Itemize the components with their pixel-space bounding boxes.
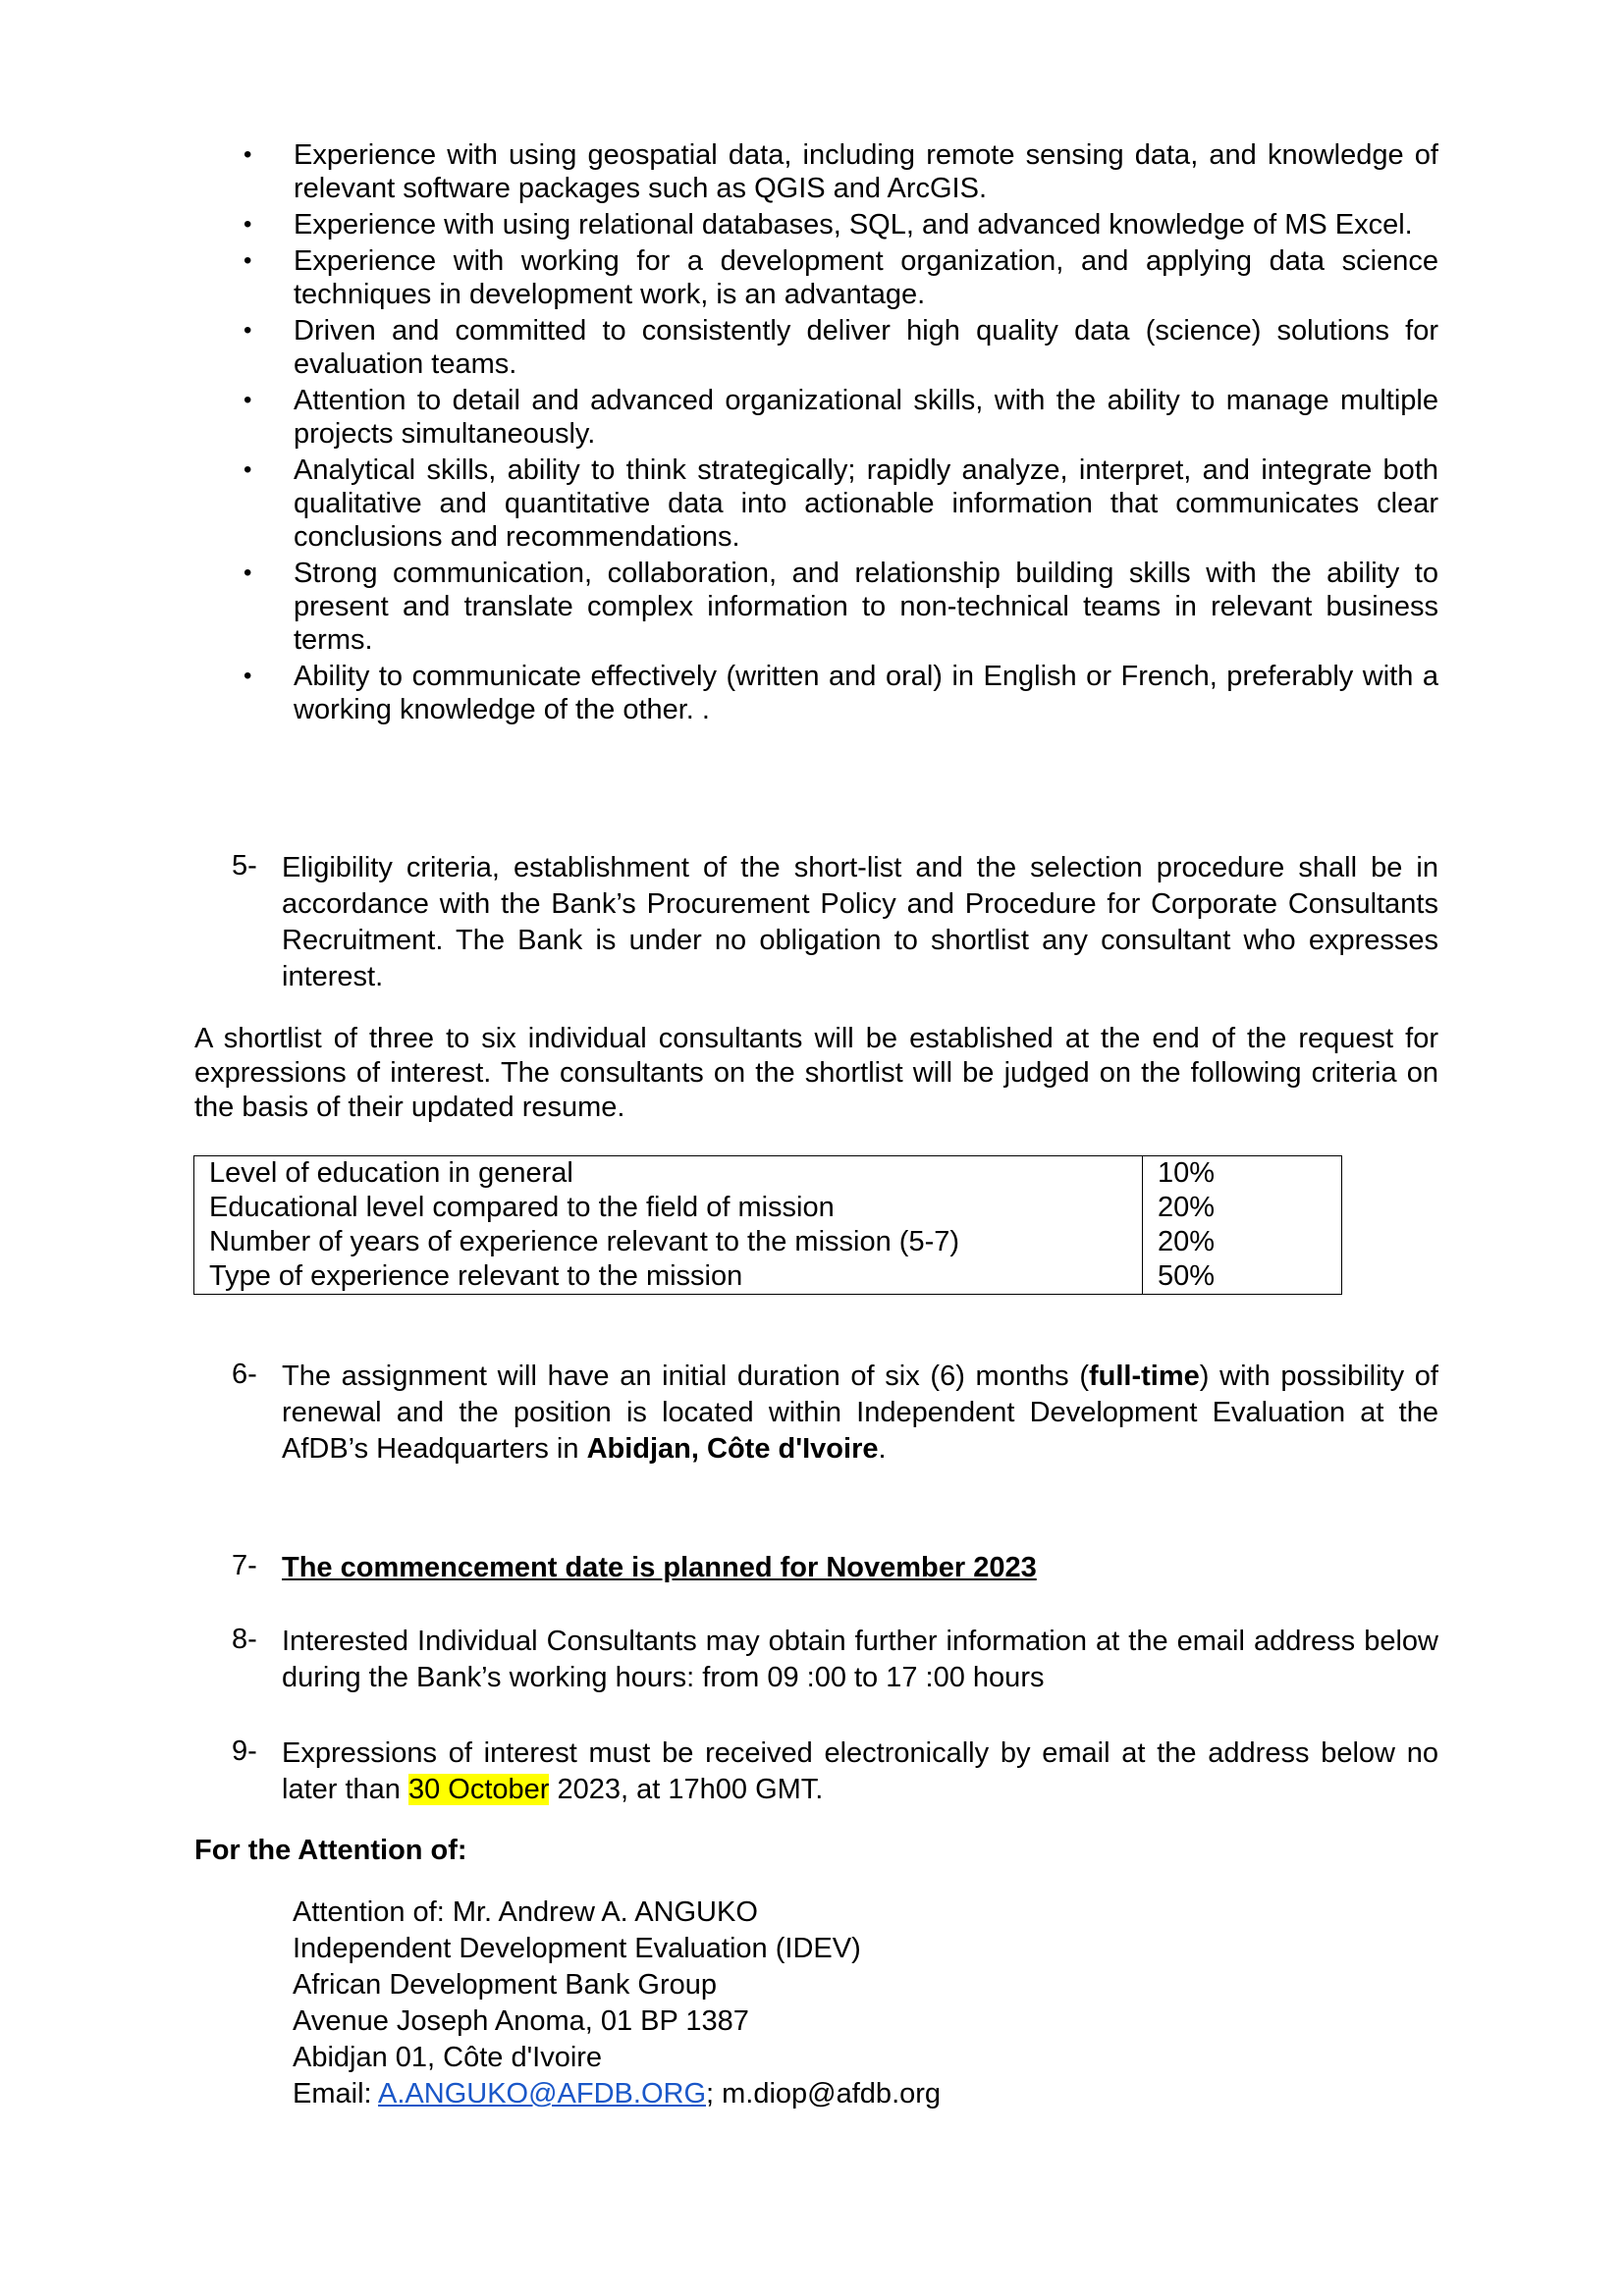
item-number: 6-	[232, 1359, 257, 1390]
requirement-item	[0, 454, 1438, 554]
bullet-icon: •	[244, 387, 252, 413]
item-text: Eligibility criteria, establishment of the short-list and the selection procedure shall be in accordance with the Bank’s Procurement Policy and Procedure for Corporate Consultants Recruitment. The Bank is under no obligation to shortlist any consultant who expresses interest.	[282, 852, 1438, 992]
item-text-part: ) with possibility of renewal and the position is located within Independent Development Evaluation at the AfDB’s Headquarters in	[282, 1361, 1438, 1465]
address-line: Attention of: Mr. Andrew A. ANGUKO	[293, 1896, 758, 1928]
table-row	[194, 1156, 1342, 1295]
item-text-part: .	[878, 1433, 887, 1465]
requirements-list	[0, 138, 1624, 729]
email-secondary: m.diop@afdb.org	[722, 2078, 942, 2109]
criterion-label: Educational level compared to the field of mission	[209, 1192, 835, 1223]
address-line: Independent Development Evaluation (IDEV)	[293, 1933, 861, 1964]
criterion-weight: 10%	[1158, 1157, 1216, 1189]
criterion-weight: 20%	[1158, 1226, 1216, 1257]
item-text	[282, 1735, 1438, 1808]
email-link[interactable]: A.ANGUKO@AFDB.ORG	[378, 2078, 707, 2109]
requirement-text: Attention to detail and advanced organizational skills, with the ability to manage multiple projects simultaneously.	[294, 385, 1438, 450]
criterion-weight: 20%	[1158, 1192, 1216, 1223]
item-text: Interested Individual Consultants may obtain further information at the email address below during the Bank’s working hours: from 09 :00 to 17 :00 hours	[282, 1626, 1438, 1693]
criteria-weights-cell	[1143, 1156, 1342, 1295]
requirement-item	[0, 314, 1438, 381]
bullet-icon: •	[244, 247, 252, 274]
requirement-item	[0, 384, 1438, 451]
bullet-icon: •	[244, 211, 252, 238]
requirement-item	[0, 244, 1438, 311]
attention-heading: For the Attention of:	[194, 1835, 467, 1866]
bullet-icon: •	[244, 141, 252, 168]
requirement-text: Strong communication, collaboration, and relationship building skills with the ability to present and translate complex information to non-technical teams in relevant business terms.	[294, 558, 1438, 656]
criterion-weight: 50%	[1158, 1260, 1216, 1292]
criterion-label: Level of education in general	[209, 1157, 573, 1189]
requirement-item	[0, 660, 1438, 726]
email-line	[293, 2076, 941, 2112]
bullet-icon: •	[244, 456, 252, 483]
requirement-text: Experience with using relational databases, SQL, and advanced knowledge of MS Excel.	[294, 209, 1413, 240]
bullet-icon: •	[244, 317, 252, 344]
full-time-emphasis: full-time	[1089, 1361, 1200, 1392]
contact-address	[293, 1895, 941, 2112]
commencement-date-text: The commencement date is planned for November 2023	[282, 1552, 1037, 1583]
requirement-item	[0, 208, 1438, 241]
item-number: 8-	[232, 1624, 257, 1655]
item-text-part: The assignment will have an initial duration of six (6) months (	[282, 1361, 1089, 1392]
item-number: 7-	[232, 1550, 257, 1581]
requirement-text: Experience with using geospatial data, including remote sensing data, and knowledge of relevant software packages such as QGIS and ArcGIS.	[294, 139, 1438, 204]
criterion-label: Number of years of experience relevant to the mission (5-7)	[209, 1226, 960, 1257]
bullet-icon: •	[244, 560, 252, 586]
deadline-highlight: 30 October	[407, 1774, 550, 1805]
requirement-text: Driven and committed to consistently deliver high quality data (science) solutions for evaluation teams.	[294, 315, 1438, 380]
address-line: Avenue Joseph Anoma, 01 BP 1387	[293, 2005, 749, 2037]
item-text	[282, 1550, 1438, 1586]
item-text-part: 2023, at 17h00 GMT.	[549, 1774, 824, 1805]
item-number: 5-	[232, 850, 257, 881]
address-line: Abidjan 01, Côte d'Ivoire	[293, 2042, 603, 2073]
requirement-item	[0, 138, 1438, 205]
requirement-item	[0, 557, 1438, 657]
criteria-table	[193, 1155, 1342, 1295]
email-separator: ;	[706, 2078, 723, 2109]
location-emphasis: Abidjan, Côte d'Ivoire	[586, 1433, 879, 1465]
criterion-label: Type of experience relevant to the mission	[209, 1260, 743, 1292]
requirement-text: Ability to communicate effectively (written and oral) in English or French, preferably with a working knowledge of the other. .	[294, 661, 1438, 725]
address-line: African Development Bank Group	[293, 1969, 717, 2001]
bullet-icon: •	[244, 663, 252, 689]
item-text	[282, 1359, 1438, 1468]
item-text-part: Expressions of interest must be received electronically by email at the address below no later than	[282, 1737, 1438, 1805]
requirement-text: Experience with working for a development organization, and applying data science techniques in development work, is an advantage.	[294, 245, 1438, 310]
requirement-text: Analytical skills, ability to think strategically; rapidly analyze, interpret, and integrate both qualitative and quantitative data into actionable information that communicates clear conclusions and recommendations.	[294, 454, 1438, 553]
email-prefix: Email:	[293, 2078, 379, 2109]
shortlist-paragraph: A shortlist of three to six individual consultants will be established at the end of the request for expressions of interest. The consultants on the shortlist will be judged on the following criteria on the basis of their updated resume.	[194, 1023, 1438, 1123]
item-number: 9-	[232, 1735, 257, 1767]
criteria-labels-cell	[194, 1156, 1143, 1295]
